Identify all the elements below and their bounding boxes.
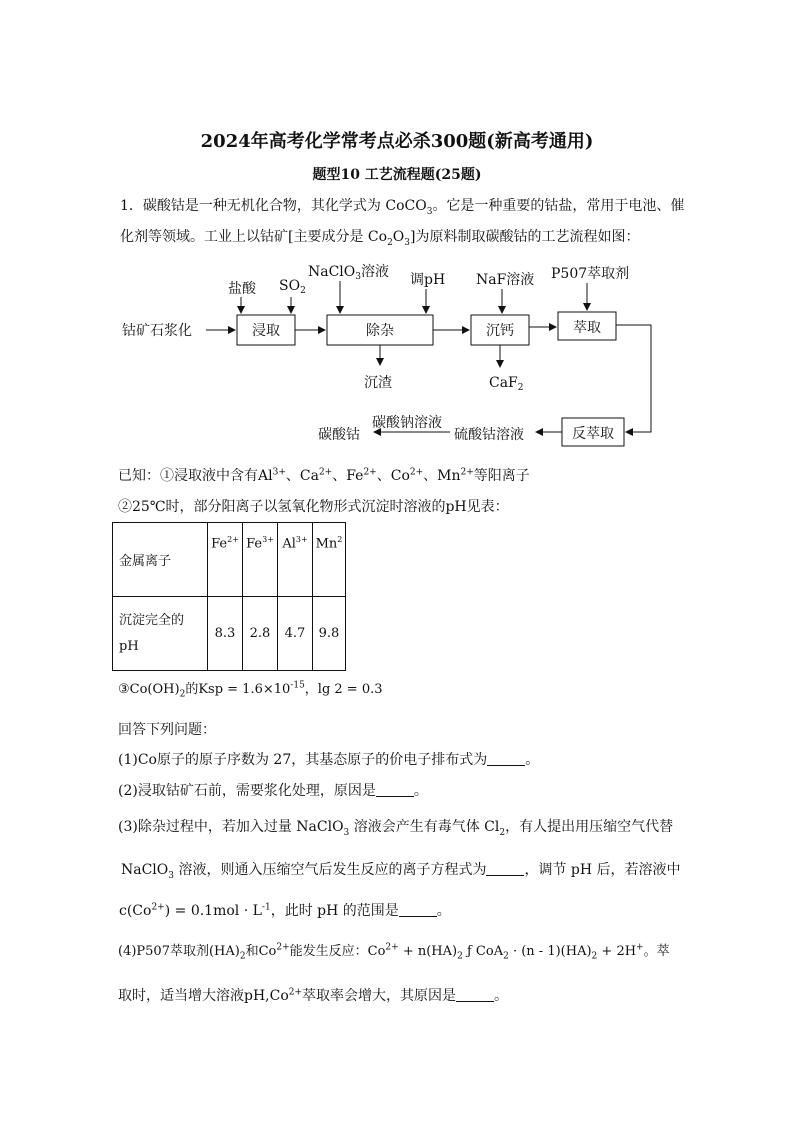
answer-intro: 回答下列问题： — [118, 722, 216, 738]
input-naf: NaF溶液 — [476, 272, 535, 288]
table-ion-4: Mn$^2$ — [313, 523, 346, 597]
question-2: (2)浸取钴矿石前，需要浆化处理，原因是 。 — [118, 783, 428, 799]
flow-remove-label: 除杂 — [366, 323, 394, 339]
known-3: $③Co(OH)_2$的Ksp = $1.6\times 10^{-15}$，lg 2 = 0.3 — [118, 680, 383, 700]
table-value-3: 4.7 — [278, 597, 313, 671]
flow-ca-label: 沉钙 — [486, 323, 514, 339]
known-1: 已知：①浸取液中含有$Al^{3+}$、$Ca^{2+}$、$Fe^{2+}$、$Co^{2+}$、$Mn^{2+}$等阳离子 — [118, 467, 530, 484]
flow-leach-label: 浸取 — [252, 323, 280, 339]
page-subtitle: 题型10 工艺流程题(25题) — [312, 167, 482, 183]
question-1: (1)Co原子的原子序数为 27，其基态原子的价电子排布式为 。 — [118, 752, 540, 768]
output-residue: 沉渣 — [364, 375, 392, 391]
question-3-line-1: (3)除杂过程中，若加入过量 NaClO$_3$ 溶液会产生有毒气体 $Cl_2$，有人提出用压缩空气代替 — [118, 819, 674, 838]
mid-na2co3: 碳酸钠溶液 — [372, 415, 442, 431]
table-row-label: 沉淀完全的 pH — [113, 597, 208, 671]
intro-line-1: 1．碳酸钴是一种无机化合物，其化学式为 CoCO$_3$。它是一种重要的钴盐，常用于电池、催 — [120, 198, 685, 217]
question-3-line-3: $c(Co^{2+}) = 0.1mol \cdot L^{-1}$，此时 pH 的范围是 。 — [119, 902, 451, 919]
table-value-4: 9.8 — [313, 597, 346, 671]
input-naclo3: NaClO$_3$溶液 — [308, 264, 389, 282]
process-flow-diagram — [0, 255, 794, 455]
flow-back-extract-label: 反萃取 — [572, 426, 614, 442]
input-hcl: 盐酸 — [228, 281, 256, 297]
answer-blank[interactable] — [399, 902, 437, 917]
flow-start-label: 钴矿石浆化 — [122, 323, 192, 339]
answer-blank[interactable] — [486, 861, 524, 876]
answer-blank[interactable] — [487, 751, 525, 766]
ph-table — [112, 522, 346, 671]
intro-line-2: 化剂等领域。工业上以钴矿[主要成分是 $Co_2O_3$]为原料制取碳酸钴的工艺流程如图： — [120, 229, 640, 248]
output-caf2: CaF$_2$ — [489, 375, 524, 393]
table-value-1: 8.3 — [208, 597, 243, 671]
answer-blank[interactable] — [376, 782, 414, 797]
input-so2: $SO_2$ — [279, 278, 306, 296]
table-value-2: 2.8 — [243, 597, 278, 671]
question-3-line-2: NaClO$_3$ 溶液，则通入压缩空气后发生反应的离子方程式为 ，调节 pH 后，若溶液中 — [121, 862, 681, 881]
known-2: ②25℃时，部分阳离子以氢氧化物形式沉淀时溶液的pH见表： — [118, 499, 509, 515]
input-adjust-ph: 调pH — [410, 272, 446, 288]
flow-extract-label: 萃取 — [573, 320, 601, 336]
end-coco3: 碳酸钴 — [318, 427, 360, 443]
question-4-line-2: 取时，适当增大溶液$pH,Co^{2+}$萃取率会增大，其原因是 。 — [118, 987, 509, 1004]
input-p507: P507萃取剂 — [551, 266, 630, 282]
table-header-label: 金属离子 — [113, 523, 208, 597]
table-ion-2: $Fe^{3+}$ — [243, 523, 278, 597]
mid-coso4: 硫酸钴溶液 — [454, 427, 524, 443]
question-4-line-1: (4)P507萃取剂$(HA)_2$和$Co^{2+}$能发生反应：$Co^{2+} + n(HA)_2$ ƒ $CoA_2 \cdot (n - 1)(HA)_2 + 2H^+$。萃 — [118, 942, 670, 962]
answer-blank[interactable] — [456, 987, 494, 1002]
page-title: 2024年高考化学常考点必杀300题(新高考通用) — [200, 131, 594, 152]
table-ion-1: $Fe^{2+}$ — [208, 523, 243, 597]
table-ion-3: $Al^{3+}$ — [278, 523, 313, 597]
